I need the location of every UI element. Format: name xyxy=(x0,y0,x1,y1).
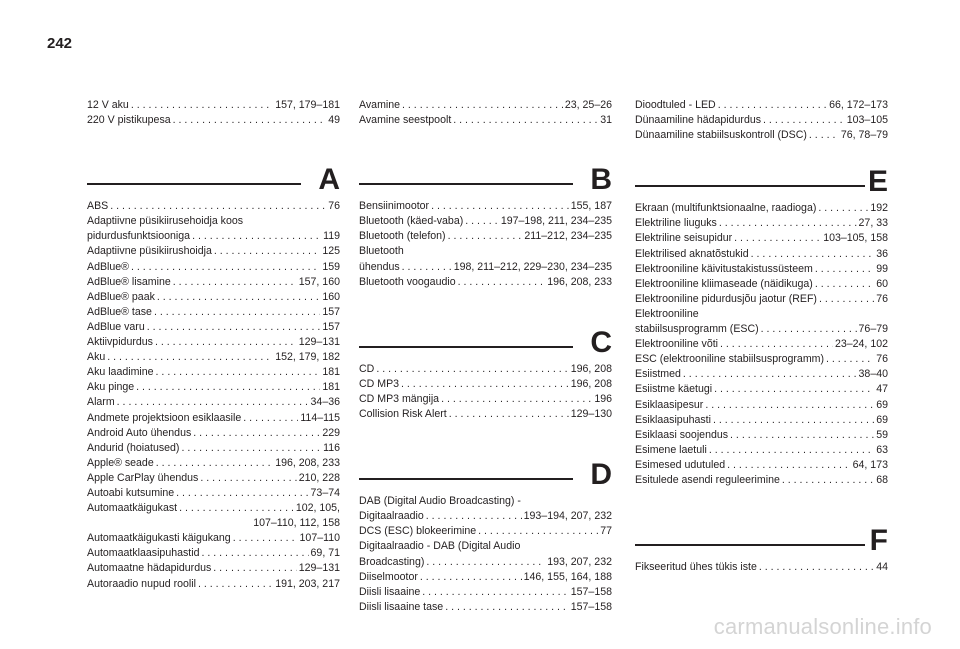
entry-term: Bensiinimootor xyxy=(359,200,430,213)
entry-pages: 211–212, 234–235 xyxy=(524,230,612,243)
entry-pages: 59 xyxy=(876,428,888,441)
entry-pages: 102, 105, xyxy=(295,502,340,515)
entry-term: Avamine xyxy=(359,99,401,111)
entry-pages: 193, 207, 232 xyxy=(547,555,612,568)
entry-term: Automaatkäigukast xyxy=(87,502,178,515)
index-entry xyxy=(87,531,340,546)
entry-term: Diiselmootor xyxy=(359,570,418,583)
dot-leader xyxy=(465,214,499,229)
entry-term: CD MP3 mängija xyxy=(359,392,440,405)
index-entry xyxy=(359,260,612,275)
index-entry xyxy=(359,570,612,585)
index-entry xyxy=(87,471,340,486)
entry-term: AdBlue varu xyxy=(87,320,145,333)
entry-term: ABS xyxy=(87,200,109,213)
entry-pages: 181 xyxy=(322,381,340,394)
dot-leader xyxy=(819,292,874,307)
entry-pages: 119 xyxy=(323,230,340,243)
dot-leader xyxy=(478,524,598,539)
section-divider xyxy=(635,544,865,546)
index-entry xyxy=(87,98,340,113)
entry-pages: 196 xyxy=(594,392,612,405)
dot-leader xyxy=(243,411,298,426)
section-header-c xyxy=(359,325,612,360)
entry-term: 220 V pistikupesa xyxy=(87,114,171,127)
entry-term: AdBlue® tase xyxy=(87,305,152,318)
dot-leader xyxy=(181,441,321,456)
entry-term: ESC (elektrooniline stabiilsusprogramm) xyxy=(635,353,824,366)
watermark: carmanualsonline.info xyxy=(713,614,932,639)
entry-pages: 36 xyxy=(876,247,888,260)
entry-term: Elektrooniline kliimaseade (näidikuga) xyxy=(635,277,813,290)
entry-pages: 66, 172–173 xyxy=(829,99,888,111)
entry-term: Dünaamiline stabiilsuskontroll (DSC) xyxy=(635,129,807,142)
entry-pages: 157 xyxy=(322,320,340,333)
index-entry xyxy=(87,335,340,350)
index-entry xyxy=(635,473,888,488)
entry-pages: 193–194, 207, 232 xyxy=(523,510,612,523)
index-group-f xyxy=(635,560,888,575)
entry-pages: 60 xyxy=(876,277,888,290)
index-entry xyxy=(359,113,612,128)
entry-term: Automaatklaasipuhastid xyxy=(87,547,200,560)
index-entry xyxy=(359,524,612,539)
section-header-e xyxy=(635,165,888,199)
entry-term: Aku pinge xyxy=(87,381,135,394)
entry-pages: 44 xyxy=(876,561,888,574)
entry-term: Dioodtuled - LED xyxy=(635,99,716,111)
entry-pages: 116 xyxy=(323,441,340,454)
dot-leader xyxy=(156,456,273,471)
dot-leader xyxy=(117,395,309,410)
entry-pages: 27, 33 xyxy=(858,217,888,230)
entry-pages: 157–158 xyxy=(570,585,612,598)
dot-leader xyxy=(157,290,320,305)
index-entry xyxy=(635,367,888,382)
entry-pages: 34–36 xyxy=(310,396,340,409)
entry-term: Apple® seade xyxy=(87,456,154,469)
index-entry xyxy=(359,229,612,244)
dot-leader xyxy=(734,231,821,246)
index-entry xyxy=(87,275,340,290)
entry-term: Esiistmed xyxy=(635,368,681,381)
entry-term: Diisli lisaaine xyxy=(359,585,421,598)
section-header-a xyxy=(87,163,340,197)
index-entry xyxy=(359,585,612,600)
entry-term: Elektrooniline käivitustakistussüsteem xyxy=(635,262,813,275)
dot-leader xyxy=(213,561,296,576)
entry-pages: 63 xyxy=(876,443,888,456)
dot-leader xyxy=(233,531,298,546)
dot-leader xyxy=(198,577,273,592)
index-entry xyxy=(87,486,340,501)
index-column-2 xyxy=(359,98,612,615)
index-group-a xyxy=(87,199,340,591)
entry-term: Elektrooniline võti xyxy=(635,338,719,351)
entry-pages: 196, 208, 233 xyxy=(275,456,340,469)
index-entry xyxy=(635,443,888,458)
entry-pages: 157–158 xyxy=(570,600,612,613)
index-entry-prefix: DAB (Digital Audio Broadcasting) - xyxy=(359,495,521,508)
dot-leader xyxy=(782,473,874,488)
entry-pages: 69 xyxy=(876,398,888,411)
entry-term: Esimesed udutuled xyxy=(635,458,726,471)
index-entry xyxy=(635,337,888,352)
entry-pages: 191, 203, 217 xyxy=(275,577,340,590)
section-letter: C xyxy=(590,325,612,359)
dot-leader xyxy=(449,407,569,422)
entry-pages: 157, 179–181 xyxy=(275,99,340,111)
dot-leader xyxy=(192,229,321,244)
dot-leader xyxy=(727,458,851,473)
entry-pages: 76 xyxy=(328,200,340,213)
entry-term: Bluetooth (telefon) xyxy=(359,230,446,243)
index-entry xyxy=(87,577,340,592)
entry-pages: 47 xyxy=(876,383,888,396)
entry-pages: 73–74 xyxy=(310,486,340,499)
section-header-b xyxy=(359,163,612,197)
dot-leader xyxy=(809,128,839,143)
entry-term: Ekraan (multifunktsionaalne, raadioga) xyxy=(635,202,817,215)
entry-pages: 196, 208 xyxy=(570,377,612,390)
section-header-f xyxy=(635,524,888,558)
dot-leader xyxy=(458,275,546,290)
dot-leader xyxy=(107,350,273,365)
dot-leader xyxy=(431,199,569,214)
index-entry xyxy=(87,380,340,395)
dot-leader xyxy=(713,413,874,428)
index-entry xyxy=(87,290,340,305)
dot-leader xyxy=(818,201,868,216)
dot-leader xyxy=(441,392,592,407)
dot-leader xyxy=(448,229,523,244)
index-entry-prefix: Digitaalraadio - DAB (Digital Audio xyxy=(359,540,521,553)
index-entry xyxy=(359,362,612,377)
index-entry xyxy=(87,244,340,259)
entry-term: Automaatkäigukasti käigukang xyxy=(87,532,231,545)
entry-pages: 197–198, 211, 234–235 xyxy=(500,215,612,228)
entry-term: Elektrooniline pidurdusjõu jaotur (REF) xyxy=(635,292,817,305)
entry-term: pidurdusfunktsiooniga xyxy=(87,230,191,243)
entry-term: Android Auto ühendus xyxy=(87,426,192,439)
section-letter: F xyxy=(869,524,888,558)
entry-term: Dünaamiline hädapidurdus xyxy=(635,114,762,127)
entry-term: Andurid (hoiatused) xyxy=(87,441,180,454)
index-group-top xyxy=(87,98,340,128)
index-entry xyxy=(87,113,340,128)
page-number: 242 xyxy=(47,35,73,52)
index-group-e xyxy=(635,201,888,488)
index-entry xyxy=(635,231,888,246)
entry-term: Esitulede asendi reguleerimine xyxy=(635,473,780,486)
entry-pages: 49 xyxy=(328,114,340,127)
entry-term: Elektriline seisupidur xyxy=(635,232,733,245)
entry-term: Esiistme käetugi xyxy=(635,383,713,396)
entry-pages: 146, 155, 164, 188 xyxy=(523,570,612,583)
dot-leader xyxy=(720,337,833,352)
dot-leader xyxy=(401,377,569,392)
index-group-top xyxy=(359,98,612,128)
dot-leader xyxy=(110,199,326,214)
entry-pages: 229 xyxy=(322,426,340,439)
dot-leader xyxy=(201,546,308,561)
index-entry xyxy=(635,292,888,307)
dot-leader xyxy=(136,380,320,395)
index-entry xyxy=(87,260,340,275)
entry-pages: 107–110 xyxy=(299,532,340,545)
entry-term: Esiklaasipesur xyxy=(635,398,704,411)
section-divider xyxy=(87,183,301,185)
dot-leader xyxy=(422,585,569,600)
entry-pages: 181 xyxy=(322,366,340,379)
entry-pages: 64, 173 xyxy=(852,458,888,471)
dot-leader xyxy=(179,501,294,516)
index-entry xyxy=(87,305,340,320)
index-entry xyxy=(359,275,612,290)
dot-leader xyxy=(402,260,452,275)
index-entry xyxy=(87,456,340,471)
index-entry xyxy=(87,229,340,244)
index-entry xyxy=(87,350,340,365)
entry-term: Elektrilised aknatõstukid xyxy=(635,247,749,260)
dot-leader xyxy=(156,365,321,380)
dot-leader xyxy=(453,113,598,128)
dot-leader xyxy=(815,262,874,277)
entry-term: Automaatne hädapidurdus xyxy=(87,562,212,575)
entry-term: Adaptiivne püsikiirushoidja xyxy=(87,245,212,258)
index-entry xyxy=(87,426,340,441)
index-group-top xyxy=(635,98,888,143)
entry-term: Esiklaasi soojendus xyxy=(635,428,729,441)
index-entry xyxy=(87,546,340,561)
entry-term: Elektriline liuguks xyxy=(635,217,717,230)
entry-pages: 129–131 xyxy=(298,562,340,575)
entry-pages: 152, 179, 182 xyxy=(275,351,340,364)
dot-leader xyxy=(445,600,569,615)
dot-leader xyxy=(173,275,297,290)
index-entry xyxy=(635,247,888,262)
section-letter: D xyxy=(590,458,612,492)
entry-term: Andmete projektsioon esiklaasile xyxy=(87,411,242,424)
dot-leader xyxy=(683,367,857,382)
dot-leader xyxy=(147,320,321,335)
entry-pages: 196, 208 xyxy=(570,362,612,375)
index-entry xyxy=(87,501,340,516)
entry-pages: 69 xyxy=(876,413,888,426)
entry-term: Collision Risk Alert xyxy=(359,408,447,421)
index-entry xyxy=(635,262,888,277)
dot-leader xyxy=(759,560,874,575)
dot-leader xyxy=(730,428,874,443)
index-entry xyxy=(87,395,340,410)
section-divider xyxy=(635,185,865,187)
entry-term: Esimene laetuli xyxy=(635,443,707,456)
entry-term: AdBlue® lisamine xyxy=(87,275,171,288)
entry-pages: 38–40 xyxy=(858,368,888,381)
index-entry xyxy=(359,407,612,422)
dot-leader xyxy=(155,335,297,350)
index-entry xyxy=(635,98,888,113)
index-entry xyxy=(359,509,612,524)
section-divider xyxy=(359,478,573,480)
dot-leader xyxy=(131,98,273,113)
dot-leader xyxy=(719,216,857,231)
entry-term: CD MP3 xyxy=(359,377,400,390)
index-entry xyxy=(635,560,888,575)
dot-leader xyxy=(815,277,874,292)
entry-pages: 157 xyxy=(322,305,340,318)
entry-pages-continued: 107–110, 112, 158 xyxy=(253,517,340,530)
index-entry xyxy=(87,365,340,380)
index-entry xyxy=(635,352,888,367)
entry-pages: 68 xyxy=(876,473,888,486)
index-entry xyxy=(359,214,612,229)
dot-leader xyxy=(173,113,327,128)
entry-pages: 23–24, 102 xyxy=(834,338,888,351)
entry-term: 12 V aku xyxy=(87,99,129,111)
dot-leader xyxy=(193,426,320,441)
entry-pages: 129–130 xyxy=(570,408,612,421)
index-entry xyxy=(635,413,888,428)
entry-pages: 114–115 xyxy=(300,411,340,424)
index-entry-prefix: Adaptiivne püsikiirusehoidja koos xyxy=(87,215,244,228)
index-entry xyxy=(635,428,888,443)
index-group-b xyxy=(359,199,612,290)
entry-pages: 198, 211–212, 229–230, 234–235 xyxy=(453,260,612,273)
entry-pages: 210, 228 xyxy=(298,471,340,484)
index-entry xyxy=(87,441,340,456)
dot-leader xyxy=(751,247,875,262)
index-entry xyxy=(87,411,340,426)
dot-leader xyxy=(420,570,522,585)
entry-pages: 103–105, 158 xyxy=(823,232,888,245)
entry-pages: 77 xyxy=(600,525,612,538)
dot-leader xyxy=(376,362,568,377)
dot-leader xyxy=(705,398,874,413)
index-entry xyxy=(87,561,340,576)
dot-leader xyxy=(714,382,874,397)
entry-pages: 160 xyxy=(322,290,340,303)
entry-pages: 23, 25–26 xyxy=(564,99,612,111)
index-group-c xyxy=(359,362,612,422)
index-entry xyxy=(635,277,888,292)
index-group-d xyxy=(359,494,612,615)
entry-term: Avamine seestpoolt xyxy=(359,114,452,127)
index-entry xyxy=(359,555,612,570)
index-entry xyxy=(635,113,888,128)
dot-leader xyxy=(176,486,308,501)
entry-term: Diisli lisaaine tase xyxy=(359,600,444,613)
entry-term: stabiilsusprogramm (ESC) xyxy=(635,323,759,336)
entry-pages: 31 xyxy=(600,114,612,127)
entry-term: Aku laadimine xyxy=(87,366,154,379)
index-entry xyxy=(359,392,612,407)
entry-term: AdBlue® xyxy=(87,260,129,273)
entry-term: AdBlue® paak xyxy=(87,290,155,303)
index-entry xyxy=(359,98,612,113)
dot-leader xyxy=(826,352,874,367)
dot-leader xyxy=(709,443,874,458)
dot-leader xyxy=(426,509,522,524)
dot-leader xyxy=(761,322,857,337)
entry-pages: 69, 71 xyxy=(310,547,340,560)
section-header-d xyxy=(359,458,612,492)
entry-term: Esiklaasipuhasti xyxy=(635,413,711,426)
section-letter: E xyxy=(867,165,888,199)
section-divider xyxy=(359,183,573,185)
entry-pages: 155, 187 xyxy=(570,200,612,213)
entry-pages: 76, 78–79 xyxy=(840,129,888,142)
entry-pages: 76 xyxy=(876,353,888,366)
index-entry xyxy=(635,216,888,231)
entry-pages: 99 xyxy=(876,262,888,275)
entry-pages: 76 xyxy=(876,292,888,305)
entry-pages: 129–131 xyxy=(298,336,340,349)
entry-term: CD xyxy=(359,362,375,375)
index-entry-prefix: Elektrooniline xyxy=(635,307,699,320)
index-entry xyxy=(359,377,612,392)
index-entry xyxy=(635,458,888,473)
dot-leader xyxy=(131,260,320,275)
index-entry xyxy=(635,322,888,337)
dot-leader xyxy=(200,471,296,486)
section-letter: B xyxy=(590,163,612,197)
dot-leader xyxy=(402,98,563,113)
index-entry xyxy=(87,320,340,335)
entry-pages: 125 xyxy=(322,245,340,258)
index-entry xyxy=(635,201,888,216)
index-entry xyxy=(359,199,612,214)
entry-pages: 76–79 xyxy=(858,323,888,336)
entry-term: Digitaalraadio xyxy=(359,510,424,523)
index-entry-prefix: Bluetooth xyxy=(359,245,404,258)
entry-pages: 196, 208, 233 xyxy=(547,275,612,288)
section-letter: A xyxy=(318,163,340,197)
index-entry xyxy=(635,128,888,143)
entry-term: ühendus xyxy=(359,260,400,273)
index-entry xyxy=(635,398,888,413)
dot-leader xyxy=(154,305,320,320)
entry-pages: 103–105 xyxy=(846,114,888,127)
entry-term: Autoabi kutsumine xyxy=(87,486,175,499)
entry-pages: 192 xyxy=(870,202,888,215)
entry-term: Autoraadio nupud roolil xyxy=(87,577,196,590)
entry-pages: 157, 160 xyxy=(298,275,340,288)
index-column-1 xyxy=(87,98,340,592)
entry-term: Bluetooth (käed-vaba) xyxy=(359,215,464,228)
section-divider xyxy=(359,346,573,348)
entry-term: DCS (ESC) blokeerimine xyxy=(359,525,477,538)
entry-term: Bluetooth voogaudio xyxy=(359,275,456,288)
index-entry xyxy=(635,382,888,397)
entry-term: Apple CarPlay ühendus xyxy=(87,471,199,484)
entry-term: Fikseeritud ühes tükis iste xyxy=(635,561,757,574)
dot-leader xyxy=(426,555,545,570)
entry-term: Aku xyxy=(87,351,106,364)
entry-pages: 159 xyxy=(322,260,340,273)
index-entry xyxy=(87,199,340,214)
entry-term: Alarm xyxy=(87,396,115,409)
dot-leader xyxy=(763,113,845,128)
entry-term: Aktiivpidurdus xyxy=(87,336,153,349)
entry-term: Broadcasting) xyxy=(359,555,425,568)
index-entry xyxy=(359,600,612,615)
index-column-3 xyxy=(635,98,888,575)
dot-leader xyxy=(718,98,827,113)
dot-leader xyxy=(214,244,320,259)
